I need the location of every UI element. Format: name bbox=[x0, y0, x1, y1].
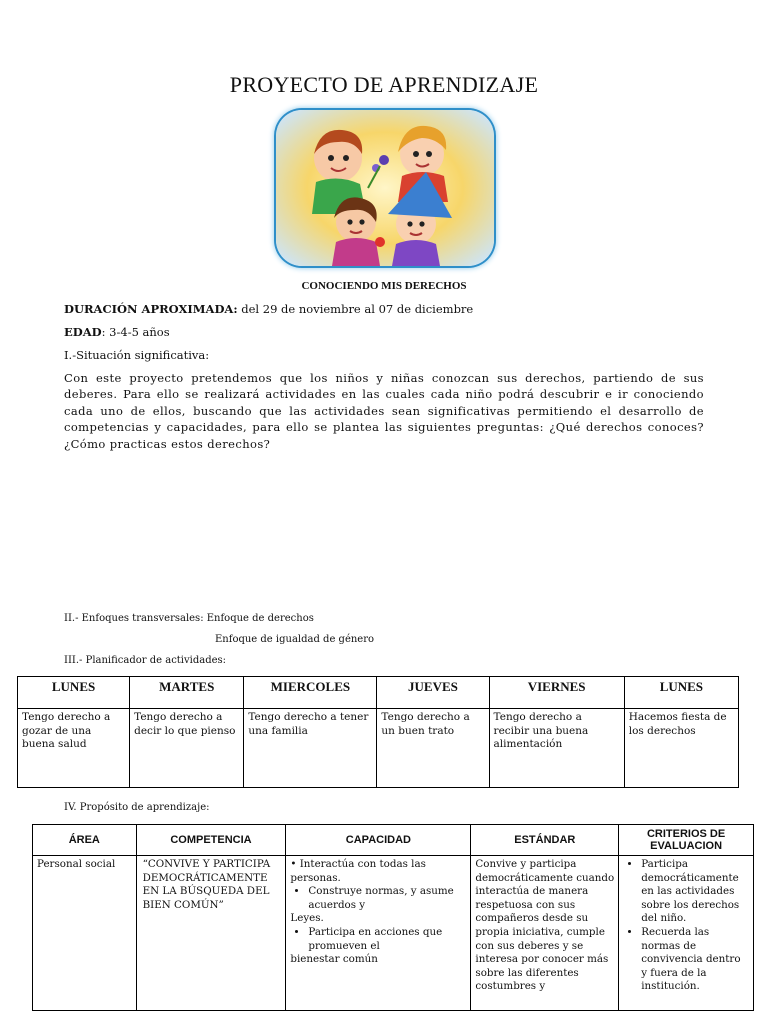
purpose-header-cell: CAPACIDAD bbox=[286, 825, 471, 856]
purpose-header-cell: CRITERIOS DE EVALUACION bbox=[619, 825, 754, 856]
competence-cell: “CONVIVE Y PARTICIPA DEMOCRÁTICAMENTE EN LA BÚSQUEDA DEL BIEN COMÚN” bbox=[136, 856, 286, 1011]
capacity-continuation: bienestar común bbox=[290, 953, 378, 966]
section-approaches-heading: II.- Enfoques transversales: Enfoque de derechos bbox=[64, 613, 314, 624]
capacity-continuation: Leyes. bbox=[290, 912, 324, 925]
planner-activity-cell: Tengo derecho a tener una familia bbox=[244, 709, 377, 788]
planner-header-cell: MIERCOLES bbox=[244, 677, 377, 709]
section-situation-heading: I.-Situación significativa: bbox=[64, 348, 210, 362]
age-label: EDAD bbox=[64, 325, 102, 339]
criteria-cell bbox=[619, 856, 754, 1011]
learning-purpose-table bbox=[32, 824, 754, 1011]
planner-header-cell: LUNES bbox=[624, 677, 738, 709]
capacity-item-norms: • Construye normas, y asume acuerdos y bbox=[308, 885, 466, 912]
capacity-item-interact: • Interactúa con todas las personas. bbox=[290, 858, 426, 884]
duration-label: DURACIÓN APROXIMADA: bbox=[64, 302, 238, 316]
duration-line bbox=[64, 302, 473, 316]
capacity-item-participates: • Participa en acciones que promueven el bbox=[308, 926, 466, 953]
project-subtitle: CONOCIENDO MIS DERECHOS bbox=[301, 280, 467, 292]
capacity-list-1 bbox=[290, 885, 466, 912]
planner-header-row bbox=[18, 677, 739, 709]
planner-activity-cell: Tengo derecho a recibir una buena alimentación bbox=[489, 709, 624, 788]
capacity-cell bbox=[286, 856, 471, 1011]
planner-header-cell: LUNES bbox=[18, 677, 130, 709]
planner-activity-cell: Tengo derecho a gozar de una buena salud bbox=[18, 709, 130, 788]
purpose-header-row bbox=[33, 825, 754, 856]
criteria-item: • Participa democráticamente en las actividades sobre los derechos del niño. bbox=[641, 858, 749, 926]
purpose-content-row bbox=[33, 856, 754, 1011]
activity-planner-table bbox=[17, 676, 739, 788]
children-illustration bbox=[276, 110, 494, 266]
purpose-header-cell: ÁREA bbox=[33, 825, 137, 856]
purpose-header-cell: ESTÁNDAR bbox=[471, 825, 619, 856]
approach-gender-equality: Enfoque de igualdad de género bbox=[215, 634, 375, 645]
age-value: : 3-4-5 años bbox=[101, 325, 170, 339]
planner-header-cell: JUEVES bbox=[377, 677, 489, 709]
age-line bbox=[64, 325, 170, 339]
section-purpose-heading: IV. Propósito de aprendizaje: bbox=[64, 802, 210, 813]
planner-activity-cell: Tengo derecho a un buen trato bbox=[377, 709, 489, 788]
duration-value: del 29 de noviembre al 07 de diciembre bbox=[237, 302, 474, 316]
criteria-item: • Recuerda las normas de convivencia dentro y fuera de la institución. bbox=[641, 926, 749, 994]
planner-activity-cell: Tengo derecho a decir lo que pienso bbox=[130, 709, 244, 788]
document-title: PROYECTO DE APRENDIZAJE bbox=[229, 72, 539, 97]
purpose-header-cell: COMPETENCIA bbox=[136, 825, 286, 856]
criteria-list bbox=[623, 858, 749, 994]
planner-header-cell: MARTES bbox=[130, 677, 244, 709]
situation-paragraph: Con este proyecto pretendemos que los niños y niñas conozcan sus derechos, partiendo de sus deberes. Para ello se realizará actividades en las cuales cada niño podrá descubrir e ir conociendo cada uno de ellos, buscando que las actividades sean significativas permitiendo el desarrollo de competencias y capacidades, para ello se plantea las siguientes preguntas: ¿Qué derechos conoces? ¿Cómo practicas estos derechos? bbox=[64, 371, 704, 451]
capacity-list-2 bbox=[290, 926, 466, 953]
planner-activity-row bbox=[18, 709, 739, 788]
planner-activity-cell: Hacemos fiesta de los derechos bbox=[624, 709, 738, 788]
standard-cell: Convive y participa democráticamente cuando interactúa de manera respetuosa con sus compañeros desde su propia iniciativa, cumple con sus deberes y se interesa por conocer más sobre las diferentes costumbres y bbox=[471, 856, 619, 1011]
area-cell: Personal social bbox=[33, 856, 137, 1011]
section-planner-heading: III.- Planificador de actividades: bbox=[64, 655, 227, 666]
planner-header-cell: VIERNES bbox=[489, 677, 624, 709]
